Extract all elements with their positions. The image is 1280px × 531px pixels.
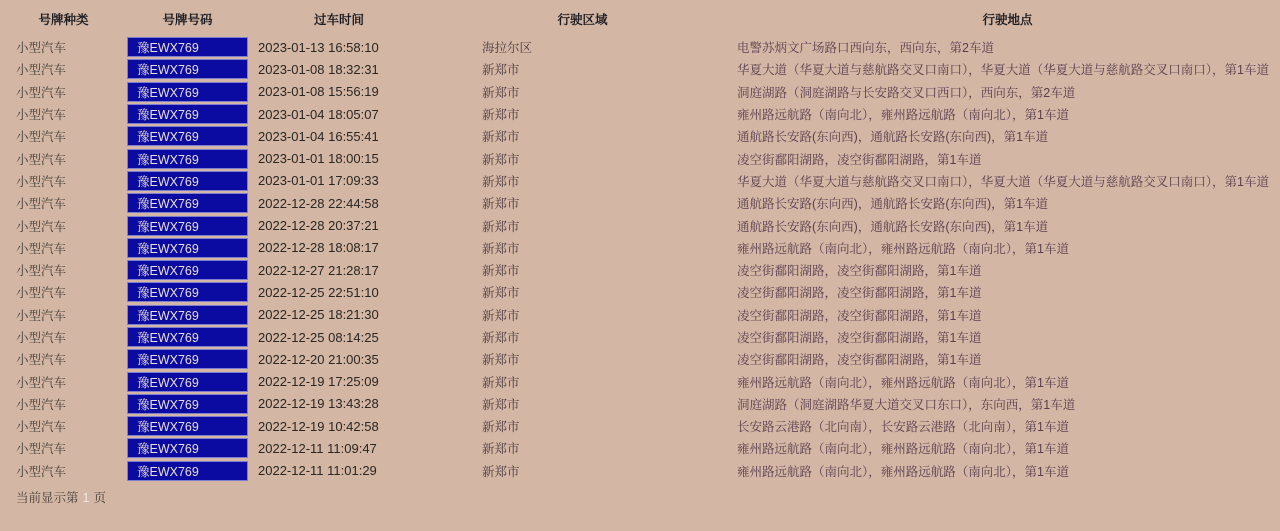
plate-number-cell: [127, 58, 248, 80]
plate-number-cell: [127, 103, 248, 125]
plate-number-badge[interactable]: 豫EWX769: [127, 260, 248, 280]
location-cell: 凌空街鄱阳湖路，凌空街鄱阳湖路，第1车道: [737, 152, 982, 167]
region-cell: 新郑市: [482, 397, 520, 412]
plate-number-cell: [127, 304, 248, 326]
col-header-location: 行驶地点: [982, 13, 1033, 27]
plate-type-cell: 小型汽车: [16, 63, 67, 78]
pass-time-cell: 2023-01-01 17:09:33: [258, 173, 379, 189]
pass-time-cell: 2023-01-08 18:32:31: [258, 61, 379, 77]
page-number: 1: [82, 490, 90, 505]
table-row: [0, 304, 1280, 326]
location-cell: 通航路长安路(东向西)，通航路长安路(东向西)，第1车道: [737, 130, 1049, 145]
pass-time-cell: 2023-01-01 18:00:15: [258, 151, 379, 167]
col-header-pass-time: 过车时间: [313, 13, 364, 27]
table-row: [0, 36, 1280, 58]
table-header-row: [0, 0, 1280, 36]
plate-number-cell: [127, 214, 248, 236]
region-cell: 新郑市: [482, 241, 520, 256]
plate-type-cell: 小型汽车: [16, 197, 67, 212]
location-cell: 电警苏炳文广场路口西向东，西向东，第2车道: [737, 41, 994, 56]
plate-type-cell: 小型汽车: [16, 353, 67, 368]
table-body: [0, 36, 1280, 482]
location-cell: 通航路长安路(东向西)，通航路长安路(东向西)，第1车道: [737, 219, 1049, 234]
region-cell: 新郑市: [482, 286, 520, 301]
plate-type-cell: 小型汽车: [16, 241, 67, 256]
pass-time-cell: 2022-12-27 21:28:17: [258, 262, 379, 278]
plate-number-badge[interactable]: 豫EWX769: [127, 305, 248, 325]
plate-number-cell: [127, 170, 248, 192]
location-cell: 雍州路远航路（南向北），雍州路远航路（南向北），第1车道: [737, 464, 1069, 479]
plate-number-cell: [127, 259, 248, 281]
plate-number-badge[interactable]: 豫EWX769: [127, 438, 248, 458]
table-row: [0, 125, 1280, 147]
col-header-plate-type: 号牌种类: [38, 13, 89, 27]
plate-number-cell: [127, 415, 248, 437]
location-cell: 凌空街鄱阳湖路，凌空街鄱阳湖路，第1车道: [737, 286, 982, 301]
plate-number-badge[interactable]: 豫EWX769: [127, 282, 248, 302]
location-cell: 雍州路远航路（南向北），雍州路远航路（南向北），第1车道: [737, 241, 1069, 256]
table-row: [0, 393, 1280, 415]
plate-type-cell: 小型汽车: [16, 152, 67, 167]
plate-number-cell: [127, 81, 248, 103]
region-cell: 海拉尔区: [482, 41, 533, 56]
plate-number-cell: [127, 147, 248, 169]
location-cell: 通航路长安路(东向西)，通航路长安路(东向西)，第1车道: [737, 197, 1049, 212]
plate-number-cell: [127, 348, 248, 370]
table-row: [0, 460, 1280, 482]
pagination-prefix: 当前显示第: [16, 490, 79, 505]
region-cell: 新郑市: [482, 63, 520, 78]
region-cell: 新郑市: [482, 174, 520, 189]
table-row: [0, 170, 1280, 192]
plate-type-cell: 小型汽车: [16, 331, 67, 345]
table-row: [0, 103, 1280, 125]
plate-number-badge[interactable]: 豫EWX769: [127, 104, 248, 124]
region-cell: 新郑市: [482, 331, 520, 345]
location-cell: 洞庭湖路（洞庭湖路与长安路交叉口西口），西向东，第2车道: [737, 85, 1076, 100]
plate-type-cell: 小型汽车: [16, 174, 67, 189]
pass-time-cell: 2022-12-19 17:25:09: [258, 374, 379, 390]
region-cell: 新郑市: [482, 375, 520, 390]
plate-number-cell: [127, 281, 248, 303]
pass-time-cell: 2023-01-08 15:56:19: [258, 84, 379, 100]
table-row: [0, 370, 1280, 392]
plate-type-cell: 小型汽车: [16, 41, 67, 56]
table-row: [0, 326, 1280, 348]
plate-number-badge[interactable]: 豫EWX769: [127, 349, 248, 369]
plate-number-badge[interactable]: 豫EWX769: [127, 372, 248, 392]
plate-number-badge[interactable]: 豫EWX769: [127, 149, 248, 169]
pass-time-cell: 2022-12-28 22:44:58: [258, 195, 379, 211]
region-cell: 新郑市: [482, 219, 520, 234]
table-row: [0, 281, 1280, 303]
plate-number-cell: [127, 125, 248, 147]
location-cell: 凌空街鄱阳湖路，凌空街鄱阳湖路，第1车道: [737, 353, 982, 368]
pass-time-cell: 2023-01-04 18:05:07: [258, 106, 379, 122]
table-row: [0, 81, 1280, 103]
plate-type-cell: 小型汽车: [16, 375, 67, 390]
plate-number-badge[interactable]: 豫EWX769: [127, 171, 248, 191]
plate-type-cell: 小型汽车: [16, 442, 67, 457]
pagination-suffix: 页: [93, 490, 106, 505]
pass-time-cell: 2023-01-04 16:55:41: [258, 128, 379, 144]
plate-number-badge[interactable]: 豫EWX769: [127, 394, 248, 414]
plate-type-cell: 小型汽车: [16, 397, 67, 412]
pass-time-cell: 2022-12-20 21:00:35: [258, 351, 379, 367]
plate-type-cell: 小型汽车: [16, 264, 67, 279]
pagination-status: [16, 488, 1280, 506]
plate-number-badge[interactable]: 豫EWX769: [127, 238, 248, 258]
plate-number-cell: [127, 326, 248, 348]
region-cell: 新郑市: [482, 197, 520, 212]
region-cell: 新郑市: [482, 442, 520, 457]
plate-number-badge[interactable]: 豫EWX769: [127, 82, 248, 102]
plate-number-badge[interactable]: 豫EWX769: [127, 126, 248, 146]
table-row: [0, 237, 1280, 259]
location-cell: 洞庭湖路（洞庭湖路华夏大道交叉口东口），东向西，第1车道: [737, 397, 1076, 412]
pass-time-cell: 2022-12-25 08:14:25: [258, 329, 379, 345]
pass-time-cell: 2022-12-28 18:08:17: [258, 240, 379, 256]
plate-number-cell: [127, 237, 248, 259]
pass-time-cell: 2022-12-19 10:42:58: [258, 418, 379, 434]
table-row: [0, 58, 1280, 80]
plate-number-cell: [127, 192, 248, 214]
plate-number-badge[interactable]: 豫EWX769: [127, 416, 248, 436]
plate-type-cell: 小型汽车: [16, 286, 67, 301]
pass-time-cell: 2022-12-25 18:21:30: [258, 307, 379, 323]
table-row: [0, 147, 1280, 169]
location-cell: 长安路云港路（北向南），长安路云港路（北向南），第1车道: [737, 420, 1069, 435]
table-row: [0, 214, 1280, 236]
plate-type-cell: 小型汽车: [16, 308, 67, 323]
location-cell: 凌空街鄱阳湖路，凌空街鄱阳湖路，第1车道: [737, 308, 982, 323]
region-cell: 新郑市: [482, 420, 520, 435]
plate-number-badge[interactable]: 豫EWX769: [127, 461, 248, 481]
location-cell: 雍州路远航路（南向北），雍州路远航路（南向北），第1车道: [737, 108, 1069, 123]
location-cell: 华夏大道（华夏大道与慈航路交叉口南口），华夏大道（华夏大道与慈航路交叉口南口），第1车道: [737, 174, 1269, 189]
location-cell: 雍州路远航路（南向北），雍州路远航路（南向北），第1车道: [737, 442, 1069, 457]
col-header-region: 行驶区域: [557, 13, 608, 27]
pass-time-cell: 2022-12-25 22:51:10: [258, 284, 379, 300]
pass-time-cell: 2023-01-13 16:58:10: [258, 39, 379, 55]
table-row: [0, 192, 1280, 214]
table-row: [0, 437, 1280, 459]
table-row: [0, 348, 1280, 370]
pass-time-cell: 2022-12-28 20:37:21: [258, 218, 379, 234]
location-cell: 凌空街鄱阳湖路，凌空街鄱阳湖路，第1车道: [737, 331, 982, 345]
plate-number-badge[interactable]: 豫EWX769: [127, 37, 248, 57]
location-cell: 华夏大道（华夏大道与慈航路交叉口南口），华夏大道（华夏大道与慈航路交叉口南口），第1车道: [737, 63, 1269, 78]
plate-type-cell: 小型汽车: [16, 219, 67, 234]
region-cell: 新郑市: [482, 108, 520, 123]
plate-type-cell: 小型汽车: [16, 464, 67, 479]
region-cell: 新郑市: [482, 464, 520, 479]
table-row: [0, 415, 1280, 437]
pass-time-cell: 2022-12-11 11:01:29: [258, 463, 377, 479]
plate-type-cell: 小型汽车: [16, 420, 67, 435]
plate-number-cell: [127, 393, 248, 415]
location-cell: 雍州路远航路（南向北），雍州路远航路（南向北），第1车道: [737, 375, 1069, 390]
col-header-plate-number: 号牌号码: [162, 13, 213, 27]
table-row: [0, 259, 1280, 281]
pass-time-cell: 2022-12-19 13:43:28: [258, 396, 379, 412]
plate-number-badge[interactable]: 豫EWX769: [127, 216, 248, 236]
region-cell: 新郑市: [482, 152, 520, 167]
plate-number-cell: [127, 36, 248, 58]
plate-number-badge[interactable]: 豫EWX769: [127, 193, 248, 213]
location-cell: 凌空街鄱阳湖路，凌空街鄱阳湖路，第1车道: [737, 264, 982, 279]
plate-number-cell: [127, 460, 248, 482]
plate-number-cell: [127, 370, 248, 392]
pass-time-cell: 2022-12-11 11:09:47: [258, 440, 377, 456]
region-cell: 新郑市: [482, 130, 520, 145]
plate-type-cell: 小型汽车: [16, 108, 67, 123]
region-cell: 新郑市: [482, 85, 520, 100]
region-cell: 新郑市: [482, 264, 520, 279]
region-cell: 新郑市: [482, 353, 520, 368]
plate-number-cell: [127, 437, 248, 459]
plate-type-cell: 小型汽车: [16, 130, 67, 145]
plate-type-cell: 小型汽车: [16, 85, 67, 100]
region-cell: 新郑市: [482, 308, 520, 323]
plate-number-badge[interactable]: 豫EWX769: [127, 59, 248, 79]
plate-number-badge[interactable]: 豫EWX769: [127, 327, 248, 347]
